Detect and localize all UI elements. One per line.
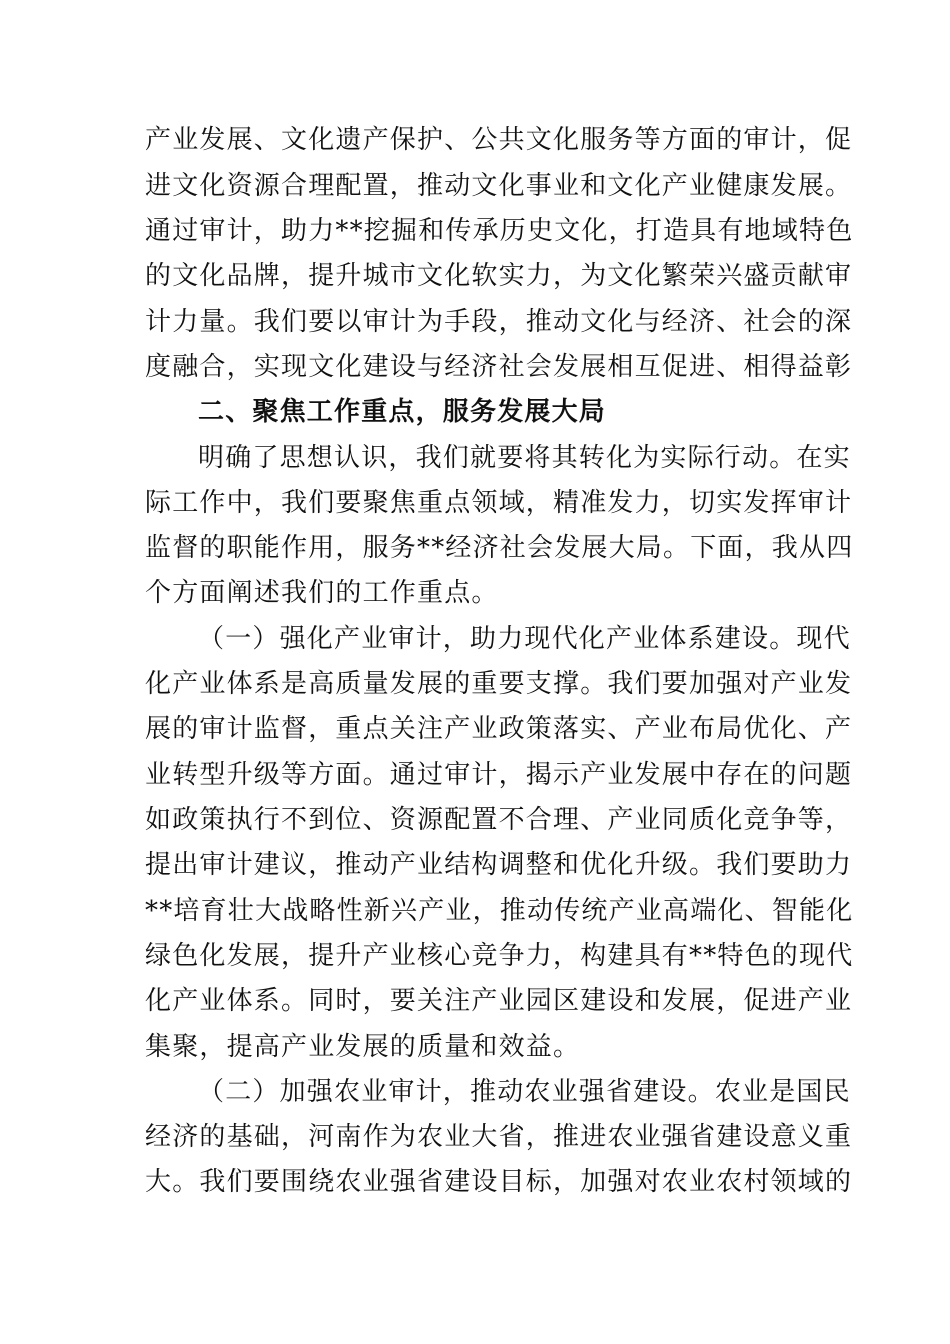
- body-line-1: 产业发展、文化遗产保护、公共文化服务等方面的审计，促: [145, 125, 853, 155]
- body-line-19: 绿色化发展，提升产业核心竞争力，构建具有**特色的现代: [145, 941, 854, 971]
- body-line-17: 提出审计建议，推动产业结构调整和优化升级。我们要助力: [145, 850, 853, 880]
- section-heading-2: 二、聚焦工作重点，服务发展大局: [198, 397, 607, 427]
- body-line-6: 度融合，实现文化建设与经济社会发展相互促进、相得益彰: [145, 352, 853, 382]
- subsection-line-2: [198, 1074, 851, 1110]
- subsection-line-1: [198, 621, 851, 657]
- body-line-16: 如政策执行不到位、资源配置不合理、产业同质化竞争等，: [145, 805, 853, 835]
- body-line-21: 集聚，提高产业发展的质量和效益。: [145, 1032, 581, 1062]
- body-line-8: 明确了思想认识，我们就要将其转化为实际行动。在实: [198, 443, 851, 473]
- subsection-2-lead-text: 农业是国民: [714, 1077, 851, 1107]
- body-line-3: 通过审计，助力**挖掘和传承历史文化，打造具有地域特色: [145, 216, 854, 246]
- body-line-18: **培育壮大战略性新兴产业，推动传统产业高端化、智能化: [145, 896, 854, 926]
- body-line-20: 化产业体系。同时，要关注产业园区建设和发展，促进产业: [145, 986, 853, 1016]
- body-line-23: 经济的基础，河南作为农业大省，推进农业强省建设意义重: [145, 1122, 853, 1152]
- body-line-5: 计力量。我们要以审计为手段，推动文化与经济、社会的深: [145, 307, 853, 337]
- body-line-10: 监督的职能作用，服务**经济社会发展大局。下面，我从四: [145, 533, 854, 563]
- body-line-4: 的文化品牌，提升城市文化软实力，为文化繁荣兴盛贡献审: [145, 261, 853, 291]
- body-line-2: 进文化资源合理配置，推动文化事业和文化产业健康发展。: [145, 171, 853, 201]
- body-line-14: 展的审计监督，重点关注产业政策落实、产业布局优化、产: [145, 714, 853, 744]
- body-line-11: 个方面阐述我们的工作重点。: [145, 578, 499, 608]
- subsection-1-lead-text: 现代: [796, 624, 851, 654]
- body-line-13: 化产业体系是高质量发展的重要支撑。我们要加强对产业发: [145, 669, 853, 699]
- subsection-heading-2: （二）加强农业审计，推动农业强省建设。: [198, 1077, 715, 1107]
- body-line-15: 业转型升级等方面。通过审计，揭示产业发展中存在的问题: [145, 760, 853, 790]
- subsection-heading-1: （一）强化产业审计，助力现代化产业体系建设。: [198, 624, 797, 654]
- body-line-24: 大。我们要围绕农业强省建设目标，加强对农业农村领域的: [145, 1167, 853, 1197]
- body-line-9: 际工作中，我们要聚焦重点领域，精准发力，切实发挥审计: [145, 488, 853, 518]
